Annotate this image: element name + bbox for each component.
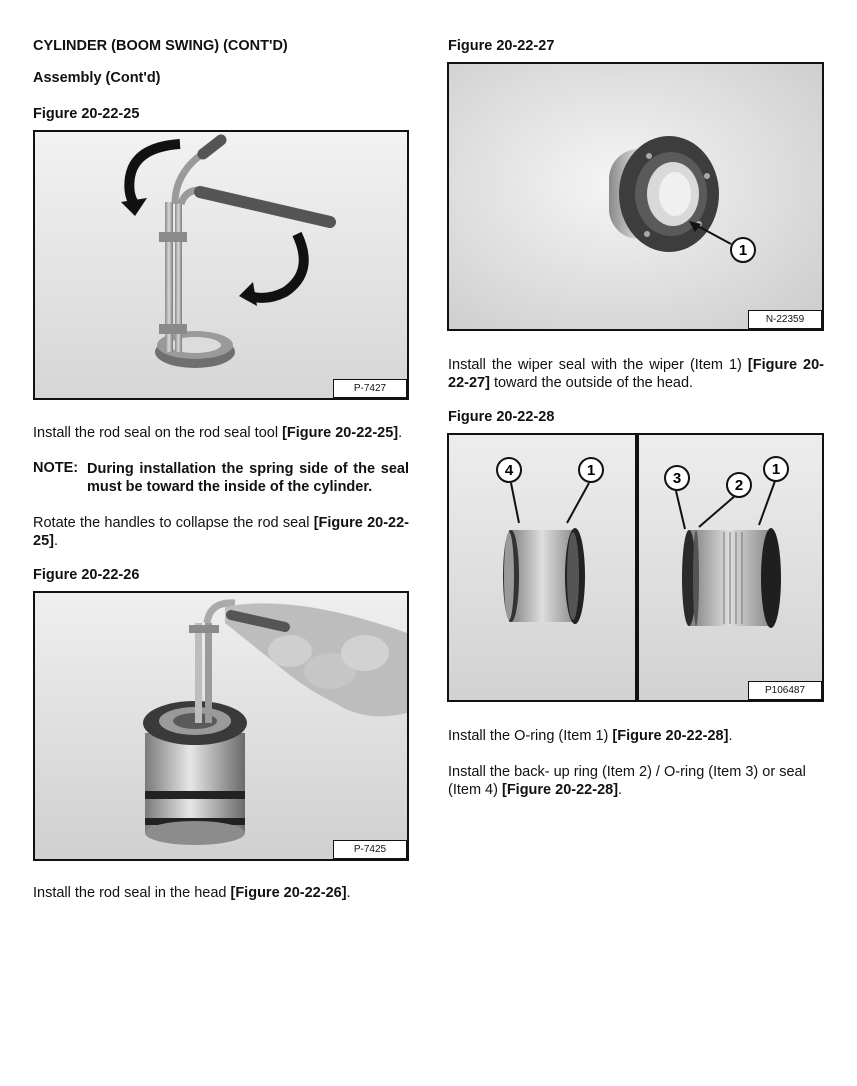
figure-title-26: Figure 20-22-26 <box>33 567 140 583</box>
figure-reference[interactable]: [Figure 20-22-25] <box>282 425 399 441</box>
paragraph-install-backup-ring: Install the back- up ring (Item 2) / O-ring (Item 3) or seal (Item 4) [Figure 20-22-28]. <box>448 764 806 798</box>
paragraph-install-wiper-seal: Install the wiper seal with the wiper (Item 1) [Figure 20-22-27] toward the outside of the head. <box>448 357 824 391</box>
photo-code-28: P106487 <box>748 681 822 700</box>
o-ring-seal-illustration <box>449 435 822 700</box>
figure-reference[interactable]: [Figure 20-22-28] <box>612 728 729 744</box>
figure-reference[interactable]: [Figure 20-22-25] <box>33 515 409 549</box>
subsection-title: Assembly (Cont'd) <box>33 70 161 86</box>
note-label: NOTE: <box>33 460 79 476</box>
photo-code-25: P-7427 <box>333 379 407 398</box>
paragraph-install-o-ring: Install the O-ring (Item 1) [Figure 20-22-28]. <box>448 728 733 744</box>
figure-title-25: Figure 20-22-25 <box>33 106 140 122</box>
paragraph-install-rod-seal-tool: Install the rod seal on the rod seal tool [Figure 20-22-25]. <box>33 425 403 441</box>
figure-reference[interactable]: [Figure 20-22-26] <box>230 885 347 901</box>
rod-seal-install-illustration <box>35 593 407 859</box>
photo-code-27: N-22359 <box>748 310 822 329</box>
rod-seal-tool-illustration <box>35 132 407 398</box>
figure-reference[interactable]: [Figure 20-22-28] <box>501 782 619 798</box>
figure-title-27: Figure 20-22-27 <box>448 38 555 54</box>
callout-4: 4 <box>504 462 514 479</box>
note-text: During installation the spring side of the seal must be toward the inside of the cylinder. <box>87 461 409 495</box>
wiper-seal-head-illustration <box>449 64 822 329</box>
figure-title-28: Figure 20-22-28 <box>448 409 555 425</box>
figure-20-22-26 <box>33 591 409 861</box>
figure-20-22-27 <box>447 62 824 331</box>
callout-1-left: 1 <box>586 462 596 479</box>
paragraph-install-rod-seal-head: Install the rod seal in the head [Figure 20-22-26]. <box>33 885 351 901</box>
figure-20-22-25 <box>33 130 409 400</box>
callout-3: 3 <box>672 470 682 487</box>
callout-1: 1 <box>738 242 748 259</box>
paragraph-rotate-handles: Rotate the handles to collapse the rod seal [Figure 20-22-25]. <box>33 515 409 549</box>
section-title: CYLINDER (BOOM SWING) (CONT'D) <box>33 38 288 54</box>
photo-code-26: P-7425 <box>333 840 407 859</box>
figure-reference[interactable]: [Figure 20-22-27] <box>448 357 824 391</box>
figure-20-22-28 <box>447 433 824 702</box>
callout-1-right: 1 <box>771 461 781 478</box>
callout-2: 2 <box>734 477 744 494</box>
